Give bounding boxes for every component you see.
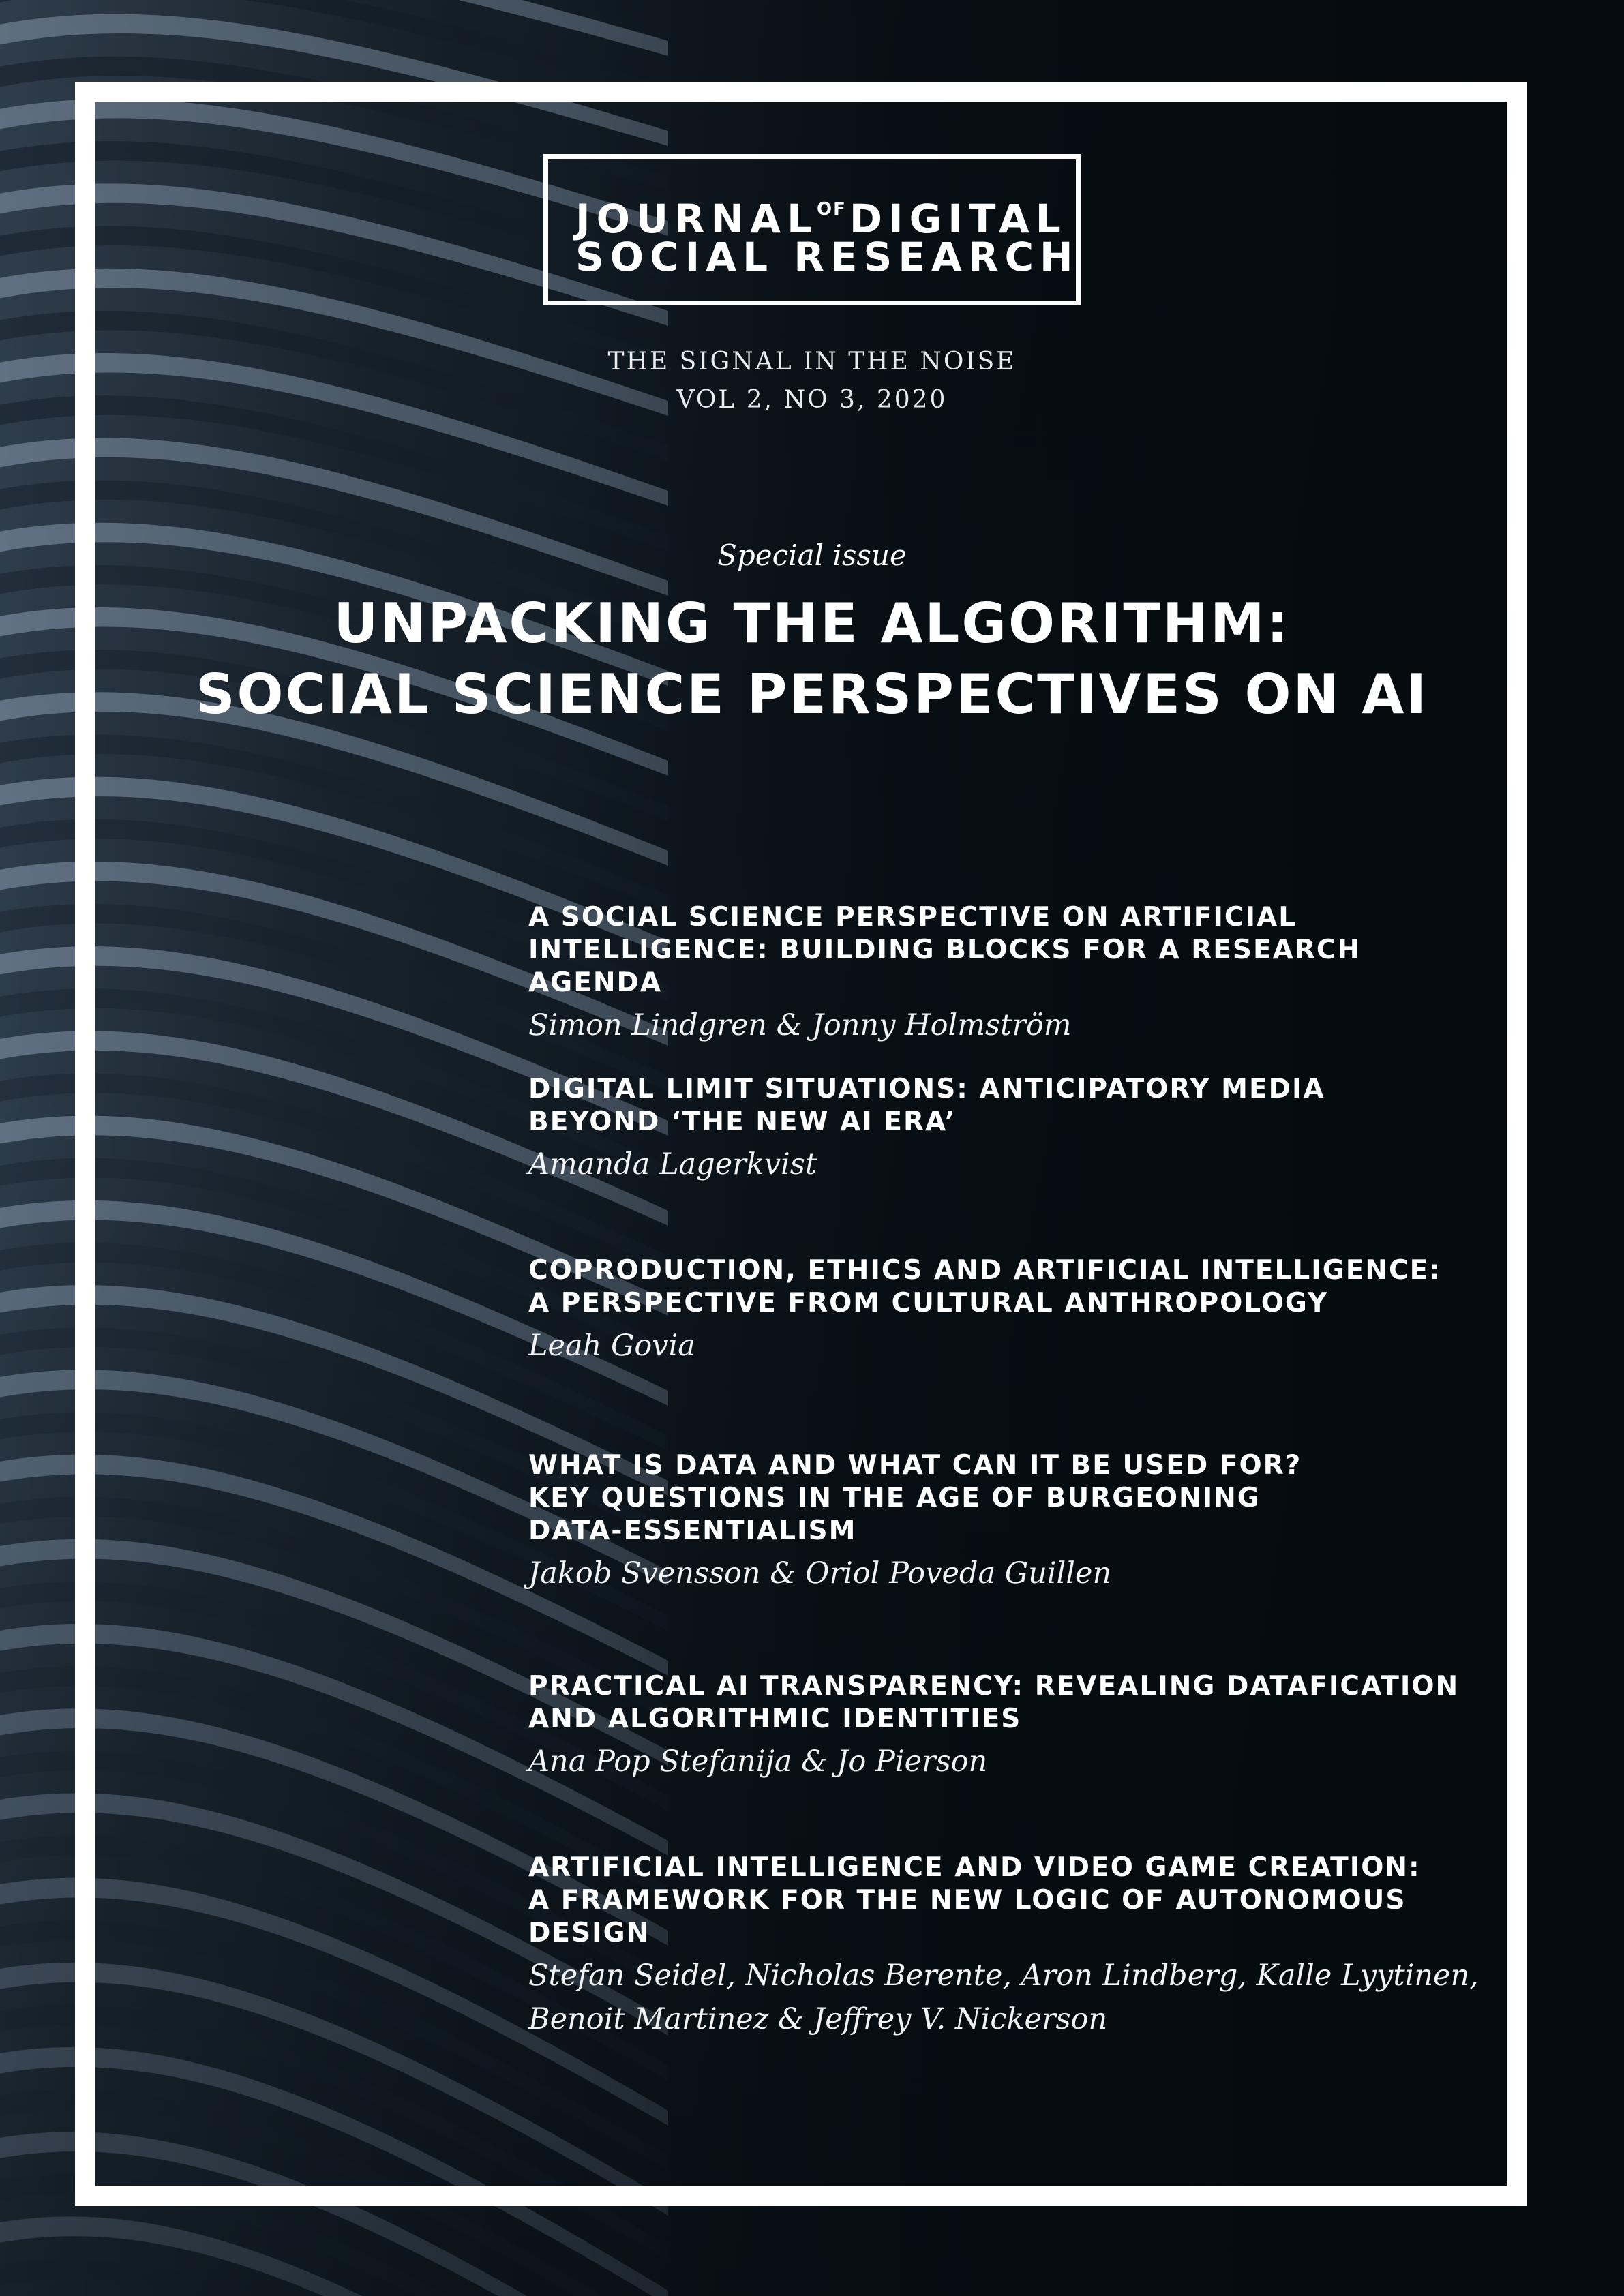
article-authors: Jakob Svensson & Oriol Poveda Guillen	[528, 1556, 1112, 1590]
article-title: A SOCIAL SCIENCE PERSPECTIVE ON ARTIFICIAL INTELLIGENCE: BUILDING BLOCKS FOR A RESEARCH AGENDA	[528, 902, 1362, 998]
article-authors: Ana Pop Stefanija & Jo Pierson	[528, 1744, 988, 1779]
article-entry[interactable]	[528, 901, 1497, 1047]
article-title: PRACTICAL AI TRANSPARENCY: REVEALING DATAFICATION AND ALGORITHMIC IDENTITIES	[528, 1671, 1460, 1734]
article-authors: Amanda Lagerkvist	[528, 1147, 817, 1181]
issue-title-line-1: UNPACKING THE ALGORITHM:	[333, 592, 1291, 655]
issue-title-line-2: SOCIAL SCIENCE PERSPECTIVES ON AI	[195, 663, 1429, 726]
article-title: ARTIFICIAL INTELLIGENCE AND VIDEO GAME CREATION: A FRAMEWORK FOR THE NEW LOGIC OF AUTONOMOUS DESIGN	[528, 1852, 1421, 1948]
article-entry[interactable]	[528, 1073, 1497, 1186]
article-title: COPRODUCTION, ETHICS AND ARTIFICIAL INTELLIGENCE: A PERSPECTIVE FROM CULTURAL ANTHROPOLOGY	[528, 1255, 1441, 1318]
journal-logo-line-1: $JOURNAL^{OF}DIGITAL$	[575, 196, 1067, 242]
issue-volume: VOL 2, NO 3, 2020	[676, 386, 948, 414]
article-entry[interactable]	[528, 1254, 1497, 1368]
journal-logo	[543, 154, 1081, 305]
article-entry[interactable]	[528, 1852, 1497, 2041]
article-entry[interactable]	[528, 1449, 1497, 1595]
article-title: WHAT IS DATA AND WHAT CAN IT BE USED FOR? KEY QUESTIONS IN THE AGE OF BURGEONING DATA-ESSENTIALISM	[528, 1450, 1302, 1546]
article-title: DIGITAL LIMIT SITUATIONS: ANTICIPATORY MEDIA BEYOND ‘THE NEW AI ERA’	[528, 1074, 1325, 1137]
article-authors: Leah Govia	[528, 1329, 695, 1363]
article-authors: Simon Lindgren & Jonny Holmström	[528, 1008, 1072, 1042]
journal-logo-line-2: SOCIAL RESEARCH	[575, 234, 1079, 280]
article-authors: Stefan Seidel, Nicholas Berente, Aron Lindberg, Kalle Lyytinen, Benoit Martinez & Jeffrey V. Nickerson	[528, 1959, 1479, 2036]
issue-subtitle: THE SIGNAL IN THE NOISE	[607, 348, 1017, 376]
special-issue-label: Special issue	[717, 539, 907, 572]
article-entry[interactable]	[528, 1670, 1497, 1783]
